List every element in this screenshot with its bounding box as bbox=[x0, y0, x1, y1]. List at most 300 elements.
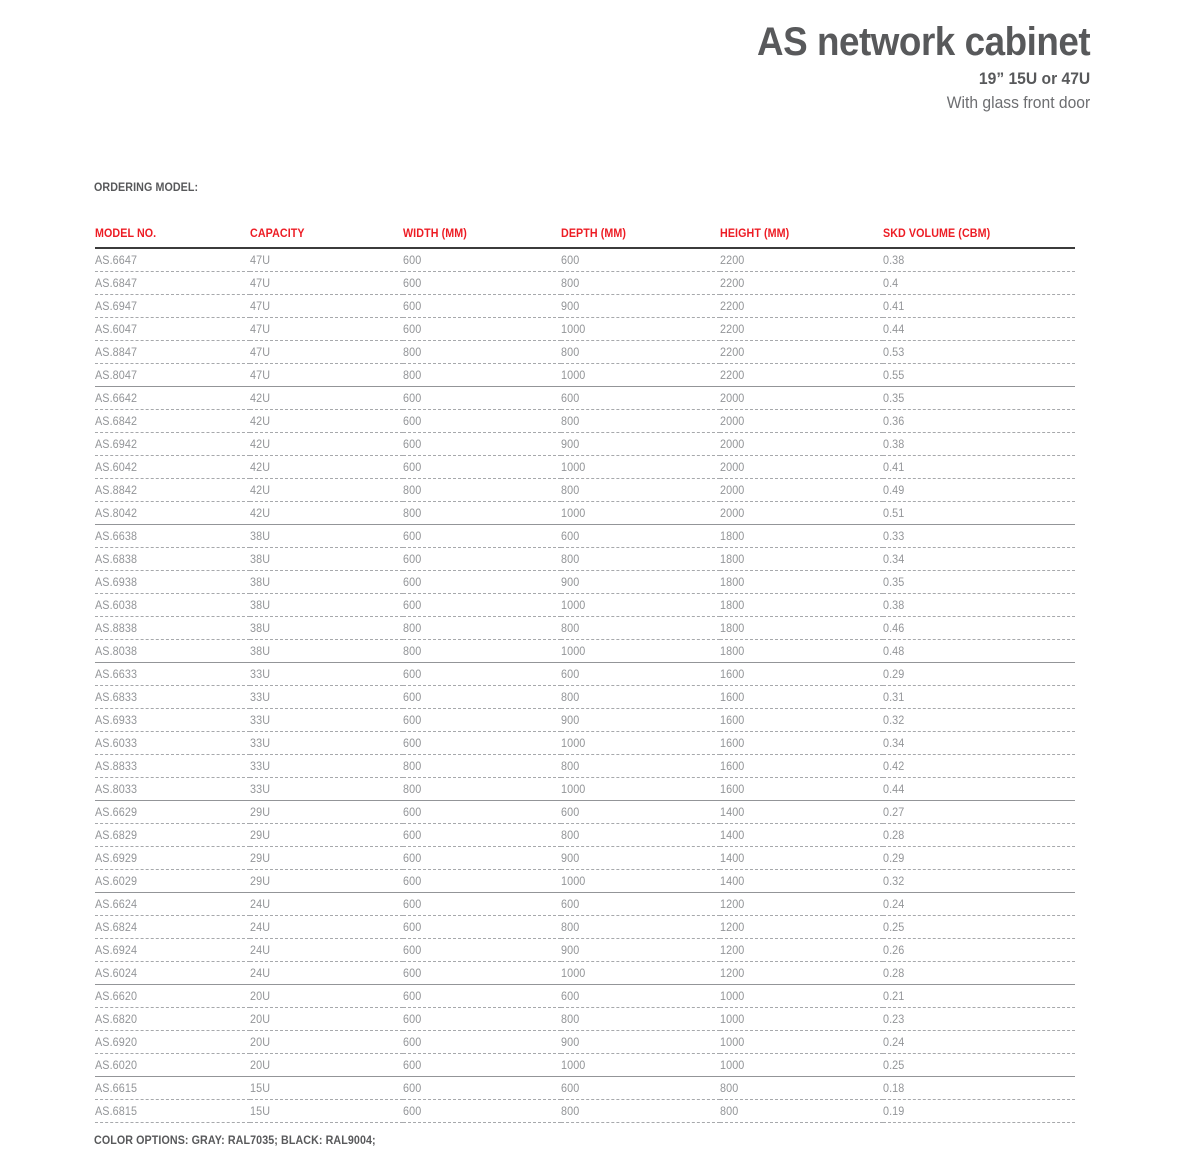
cell-width-value: 600 bbox=[403, 1058, 422, 1072]
cell-model-no bbox=[95, 272, 250, 295]
cell-height bbox=[720, 870, 883, 893]
cell-depth-value: 800 bbox=[561, 1104, 580, 1118]
color-options-note: COLOR OPTIONS: GRAY: RAL7035; BLACK: RAL9004; bbox=[94, 1135, 376, 1147]
cell-width-value: 600 bbox=[403, 851, 422, 865]
cell-width bbox=[403, 594, 561, 617]
cell-depth bbox=[561, 824, 720, 847]
cell-height-value: 1800 bbox=[720, 621, 745, 635]
cell-capacity bbox=[250, 571, 403, 594]
cell-width bbox=[403, 433, 561, 456]
cell-model-no-value: AS.6820 bbox=[95, 1012, 138, 1026]
cell-depth-value: 1000 bbox=[561, 598, 586, 612]
table-row bbox=[95, 525, 1075, 548]
cell-model-no-value: AS.6624 bbox=[95, 897, 138, 911]
table-row bbox=[95, 318, 1075, 341]
cell-model-no bbox=[95, 502, 250, 525]
cell-skd-volume bbox=[883, 870, 1075, 893]
cell-capacity bbox=[250, 479, 403, 502]
cell-model-no bbox=[95, 318, 250, 341]
cell-height-value: 1200 bbox=[720, 966, 745, 980]
cell-skd-volume-value: 0.18 bbox=[883, 1081, 905, 1095]
cell-skd-volume-value: 0.49 bbox=[883, 483, 905, 497]
cell-depth-value: 900 bbox=[561, 1035, 580, 1049]
cell-width bbox=[403, 525, 561, 548]
cell-width-value: 600 bbox=[403, 1104, 422, 1118]
cell-width bbox=[403, 686, 561, 709]
cell-skd-volume bbox=[883, 525, 1075, 548]
cell-capacity-value: 38U bbox=[250, 621, 271, 635]
cell-skd-volume-value: 0.21 bbox=[883, 989, 905, 1003]
cell-height-value: 1800 bbox=[720, 644, 745, 658]
table-row bbox=[95, 732, 1075, 755]
cell-capacity-value: 47U bbox=[250, 322, 271, 336]
cell-width bbox=[403, 824, 561, 847]
cell-skd-volume-value: 0.35 bbox=[883, 575, 905, 589]
cell-skd-volume bbox=[883, 1100, 1075, 1123]
cell-model-no-value: AS.6829 bbox=[95, 828, 138, 842]
cell-model-no bbox=[95, 1054, 250, 1077]
cell-height bbox=[720, 548, 883, 571]
column-header-depth-label: DEPTH (MM) bbox=[561, 228, 627, 240]
column-header-model-no bbox=[95, 228, 250, 248]
cell-capacity bbox=[250, 755, 403, 778]
cell-skd-volume bbox=[883, 479, 1075, 502]
cell-depth bbox=[561, 755, 720, 778]
cell-model-no bbox=[95, 916, 250, 939]
cell-height-value: 1800 bbox=[720, 575, 745, 589]
cell-height bbox=[720, 1054, 883, 1077]
cell-model-no bbox=[95, 479, 250, 502]
cell-capacity bbox=[250, 985, 403, 1008]
cell-skd-volume-value: 0.26 bbox=[883, 943, 905, 957]
cell-skd-volume-value: 0.4 bbox=[883, 276, 899, 290]
cell-width bbox=[403, 318, 561, 341]
cell-capacity-value: 33U bbox=[250, 690, 271, 704]
cell-depth-value: 600 bbox=[561, 897, 580, 911]
cell-height bbox=[720, 594, 883, 617]
cell-skd-volume-value: 0.19 bbox=[883, 1104, 905, 1118]
cell-height bbox=[720, 617, 883, 640]
cell-height-value: 2200 bbox=[720, 345, 745, 359]
cell-model-no bbox=[95, 248, 250, 272]
cell-skd-volume bbox=[883, 341, 1075, 364]
cell-width bbox=[403, 732, 561, 755]
cell-width-value: 600 bbox=[403, 437, 422, 451]
cell-height-value: 1800 bbox=[720, 598, 745, 612]
cell-height-value: 800 bbox=[720, 1081, 739, 1095]
cell-depth bbox=[561, 778, 720, 801]
cell-skd-volume-value: 0.41 bbox=[883, 299, 905, 313]
table-row bbox=[95, 870, 1075, 893]
cell-depth bbox=[561, 479, 720, 502]
cell-depth bbox=[561, 962, 720, 985]
cell-model-no bbox=[95, 1100, 250, 1123]
cell-width bbox=[403, 502, 561, 525]
cell-width-value: 600 bbox=[403, 736, 422, 750]
table-row bbox=[95, 847, 1075, 870]
cell-height bbox=[720, 1100, 883, 1123]
cell-depth bbox=[561, 410, 720, 433]
cell-height bbox=[720, 341, 883, 364]
cell-skd-volume-value: 0.33 bbox=[883, 529, 905, 543]
cell-depth-value: 800 bbox=[561, 621, 580, 635]
cell-capacity-value: 24U bbox=[250, 966, 271, 980]
cell-skd-volume bbox=[883, 318, 1075, 341]
cell-width bbox=[403, 916, 561, 939]
cell-model-no-value: AS.6824 bbox=[95, 920, 138, 934]
cell-model-no-value: AS.6924 bbox=[95, 943, 138, 957]
cell-height-value: 2000 bbox=[720, 460, 745, 474]
cell-model-no bbox=[95, 663, 250, 686]
cell-height bbox=[720, 502, 883, 525]
table-row bbox=[95, 663, 1075, 686]
cell-model-no-value: AS.6833 bbox=[95, 690, 138, 704]
page-header bbox=[728, 22, 1090, 112]
cell-depth bbox=[561, 732, 720, 755]
cell-height bbox=[720, 962, 883, 985]
cell-width-value: 600 bbox=[403, 1081, 422, 1095]
cell-capacity-value: 42U bbox=[250, 460, 271, 474]
cell-width bbox=[403, 893, 561, 916]
cell-skd-volume bbox=[883, 755, 1075, 778]
cell-height-value: 2200 bbox=[720, 322, 745, 336]
cell-model-no-value: AS.6938 bbox=[95, 575, 138, 589]
cell-depth bbox=[561, 433, 720, 456]
cell-height-value: 1000 bbox=[720, 989, 745, 1003]
cell-skd-volume-value: 0.42 bbox=[883, 759, 905, 773]
cell-height bbox=[720, 824, 883, 847]
cell-height bbox=[720, 686, 883, 709]
cell-depth bbox=[561, 364, 720, 387]
table-row bbox=[95, 571, 1075, 594]
cell-depth-value: 1000 bbox=[561, 782, 586, 796]
cell-depth-value: 600 bbox=[561, 667, 580, 681]
cell-model-no-value: AS.8033 bbox=[95, 782, 138, 796]
cell-model-no-value: AS.6838 bbox=[95, 552, 138, 566]
cell-capacity-value: 29U bbox=[250, 851, 271, 865]
cell-height bbox=[720, 1077, 883, 1100]
cell-width bbox=[403, 640, 561, 663]
cell-depth bbox=[561, 1008, 720, 1031]
cell-capacity bbox=[250, 272, 403, 295]
page-header-note: With glass front door bbox=[946, 92, 1090, 112]
cell-model-no-value: AS.6615 bbox=[95, 1081, 138, 1095]
cell-capacity-value: 42U bbox=[250, 437, 271, 451]
cell-capacity-value: 42U bbox=[250, 414, 271, 428]
cell-model-no-value: AS.6933 bbox=[95, 713, 138, 727]
cell-model-no-value: AS.6920 bbox=[95, 1035, 138, 1049]
cell-capacity bbox=[250, 341, 403, 364]
cell-capacity bbox=[250, 916, 403, 939]
cell-height bbox=[720, 479, 883, 502]
cell-width bbox=[403, 479, 561, 502]
cell-capacity-value: 20U bbox=[250, 1012, 271, 1026]
cell-skd-volume bbox=[883, 387, 1075, 410]
cell-skd-volume bbox=[883, 272, 1075, 295]
cell-height bbox=[720, 248, 883, 272]
cell-skd-volume bbox=[883, 456, 1075, 479]
cell-depth bbox=[561, 341, 720, 364]
cell-skd-volume-value: 0.38 bbox=[883, 253, 905, 267]
cell-depth-value: 900 bbox=[561, 437, 580, 451]
cell-width-value: 800 bbox=[403, 782, 422, 796]
cell-skd-volume-value: 0.38 bbox=[883, 598, 905, 612]
cell-depth bbox=[561, 295, 720, 318]
cell-capacity bbox=[250, 1077, 403, 1100]
cell-height bbox=[720, 709, 883, 732]
cell-width bbox=[403, 778, 561, 801]
cell-model-no bbox=[95, 801, 250, 824]
cell-capacity-value: 15U bbox=[250, 1081, 271, 1095]
cell-skd-volume-value: 0.28 bbox=[883, 828, 905, 842]
cell-capacity-value: 33U bbox=[250, 782, 271, 796]
cell-model-no bbox=[95, 778, 250, 801]
cell-model-no-value: AS.6929 bbox=[95, 851, 138, 865]
cell-depth bbox=[561, 318, 720, 341]
cell-model-no-value: AS.8047 bbox=[95, 368, 138, 382]
cell-model-no bbox=[95, 640, 250, 663]
cell-model-no bbox=[95, 1077, 250, 1100]
cell-width-value: 600 bbox=[403, 391, 422, 405]
cell-skd-volume-value: 0.38 bbox=[883, 437, 905, 451]
cell-capacity-value: 33U bbox=[250, 759, 271, 773]
cell-width bbox=[403, 617, 561, 640]
cell-depth bbox=[561, 1054, 720, 1077]
column-header-width-label: WIDTH (MM) bbox=[403, 228, 467, 240]
cell-model-no-value: AS.6847 bbox=[95, 276, 138, 290]
cell-depth-value: 1000 bbox=[561, 506, 586, 520]
cell-skd-volume bbox=[883, 1054, 1075, 1077]
cell-skd-volume-value: 0.29 bbox=[883, 667, 905, 681]
ordering-model-label: ORDERING MODEL: bbox=[94, 182, 199, 194]
cell-capacity-value: 29U bbox=[250, 805, 271, 819]
cell-skd-volume bbox=[883, 985, 1075, 1008]
cell-height bbox=[720, 985, 883, 1008]
cell-height bbox=[720, 571, 883, 594]
cell-height-value: 1600 bbox=[720, 713, 745, 727]
cell-width bbox=[403, 387, 561, 410]
cell-capacity-value: 38U bbox=[250, 552, 271, 566]
cell-height bbox=[720, 1031, 883, 1054]
cell-width bbox=[403, 571, 561, 594]
cell-depth bbox=[561, 1031, 720, 1054]
cell-capacity bbox=[250, 364, 403, 387]
table-row bbox=[95, 1031, 1075, 1054]
cell-depth bbox=[561, 985, 720, 1008]
cell-height bbox=[720, 732, 883, 755]
cell-capacity bbox=[250, 640, 403, 663]
cell-skd-volume bbox=[883, 686, 1075, 709]
cell-skd-volume bbox=[883, 248, 1075, 272]
cell-skd-volume bbox=[883, 1077, 1075, 1100]
cell-height bbox=[720, 525, 883, 548]
cell-model-no bbox=[95, 525, 250, 548]
cell-capacity-value: 20U bbox=[250, 1035, 271, 1049]
table-row bbox=[95, 387, 1075, 410]
cell-height bbox=[720, 640, 883, 663]
cell-capacity-value: 24U bbox=[250, 943, 271, 957]
cell-model-no-value: AS.6029 bbox=[95, 874, 138, 888]
cell-capacity-value: 47U bbox=[250, 368, 271, 382]
page-title: AS network cabinet bbox=[756, 20, 1090, 64]
cell-skd-volume-value: 0.29 bbox=[883, 851, 905, 865]
cell-skd-volume bbox=[883, 801, 1075, 824]
cell-height-value: 2200 bbox=[720, 368, 745, 382]
cell-height-value: 1200 bbox=[720, 897, 745, 911]
cell-height bbox=[720, 893, 883, 916]
table-row bbox=[95, 824, 1075, 847]
cell-skd-volume-value: 0.27 bbox=[883, 805, 905, 819]
cell-width bbox=[403, 272, 561, 295]
cell-height-value: 1400 bbox=[720, 805, 745, 819]
table-row bbox=[95, 755, 1075, 778]
cell-depth bbox=[561, 502, 720, 525]
cell-width bbox=[403, 1077, 561, 1100]
cell-model-no bbox=[95, 1008, 250, 1031]
cell-model-no bbox=[95, 364, 250, 387]
cell-depth-value: 1000 bbox=[561, 644, 586, 658]
cell-skd-volume-value: 0.41 bbox=[883, 460, 905, 474]
cell-width bbox=[403, 663, 561, 686]
cell-height bbox=[720, 456, 883, 479]
cell-capacity-value: 47U bbox=[250, 253, 271, 267]
cell-depth bbox=[561, 893, 720, 916]
cell-height-value: 2000 bbox=[720, 483, 745, 497]
cell-width-value: 600 bbox=[403, 598, 422, 612]
cell-width-value: 600 bbox=[403, 966, 422, 980]
cell-width bbox=[403, 456, 561, 479]
cell-width-value: 600 bbox=[403, 575, 422, 589]
cell-depth-value: 1000 bbox=[561, 460, 586, 474]
cell-depth-value: 800 bbox=[561, 920, 580, 934]
cell-model-no-value: AS.6638 bbox=[95, 529, 138, 543]
cell-capacity-value: 38U bbox=[250, 598, 271, 612]
cell-skd-volume bbox=[883, 1031, 1075, 1054]
cell-height-value: 800 bbox=[720, 1104, 739, 1118]
cell-depth bbox=[561, 870, 720, 893]
cell-width-value: 600 bbox=[403, 299, 422, 313]
cell-width bbox=[403, 847, 561, 870]
cell-depth-value: 1000 bbox=[561, 368, 586, 382]
cell-depth bbox=[561, 686, 720, 709]
cell-depth-value: 600 bbox=[561, 529, 580, 543]
cell-skd-volume bbox=[883, 433, 1075, 456]
cell-capacity bbox=[250, 318, 403, 341]
cell-capacity-value: 42U bbox=[250, 391, 271, 405]
column-header-depth bbox=[561, 228, 720, 248]
cell-height bbox=[720, 916, 883, 939]
cell-width bbox=[403, 801, 561, 824]
cell-skd-volume-value: 0.53 bbox=[883, 345, 905, 359]
cell-model-no bbox=[95, 985, 250, 1008]
table-row bbox=[95, 1054, 1075, 1077]
cell-model-no bbox=[95, 1031, 250, 1054]
cell-capacity bbox=[250, 709, 403, 732]
table-row bbox=[95, 1100, 1075, 1123]
cell-skd-volume-value: 0.25 bbox=[883, 920, 905, 934]
cell-height bbox=[720, 663, 883, 686]
cell-skd-volume-value: 0.32 bbox=[883, 713, 905, 727]
cell-capacity-value: 20U bbox=[250, 1058, 271, 1072]
cell-width-value: 800 bbox=[403, 621, 422, 635]
cell-height bbox=[720, 410, 883, 433]
ordering-model-table bbox=[95, 228, 1075, 1123]
cell-height-value: 1600 bbox=[720, 736, 745, 750]
cell-height-value: 2200 bbox=[720, 276, 745, 290]
table-row bbox=[95, 617, 1075, 640]
cell-model-no bbox=[95, 824, 250, 847]
cell-model-no bbox=[95, 295, 250, 318]
table-row bbox=[95, 778, 1075, 801]
cell-model-no bbox=[95, 617, 250, 640]
table-header bbox=[95, 228, 1075, 248]
cell-capacity-value: 33U bbox=[250, 736, 271, 750]
cell-skd-volume bbox=[883, 571, 1075, 594]
table-row bbox=[95, 985, 1075, 1008]
cell-depth-value: 1000 bbox=[561, 1058, 586, 1072]
column-header-height-label: HEIGHT (MM) bbox=[720, 228, 790, 240]
cell-model-no-value: AS.6024 bbox=[95, 966, 138, 980]
cell-capacity-value: 29U bbox=[250, 828, 271, 842]
cell-capacity-value: 42U bbox=[250, 506, 271, 520]
cell-height-value: 2000 bbox=[720, 414, 745, 428]
cell-model-no-value: AS.6842 bbox=[95, 414, 138, 428]
cell-capacity bbox=[250, 801, 403, 824]
cell-height-value: 1600 bbox=[720, 782, 745, 796]
cell-skd-volume-value: 0.55 bbox=[883, 368, 905, 382]
cell-height bbox=[720, 364, 883, 387]
cell-capacity-value: 15U bbox=[250, 1104, 271, 1118]
cell-skd-volume bbox=[883, 824, 1075, 847]
cell-height bbox=[720, 801, 883, 824]
cell-depth bbox=[561, 456, 720, 479]
cell-width bbox=[403, 548, 561, 571]
cell-width bbox=[403, 1100, 561, 1123]
cell-skd-volume-value: 0.48 bbox=[883, 644, 905, 658]
cell-width bbox=[403, 962, 561, 985]
table-row bbox=[95, 433, 1075, 456]
cell-depth bbox=[561, 594, 720, 617]
cell-skd-volume-value: 0.44 bbox=[883, 782, 905, 796]
cell-model-no bbox=[95, 732, 250, 755]
cell-depth-value: 1000 bbox=[561, 322, 586, 336]
cell-model-no-value: AS.8833 bbox=[95, 759, 138, 773]
cell-skd-volume bbox=[883, 640, 1075, 663]
cell-capacity bbox=[250, 594, 403, 617]
cell-height bbox=[720, 939, 883, 962]
table-row bbox=[95, 1008, 1075, 1031]
cell-width bbox=[403, 248, 561, 272]
cell-capacity bbox=[250, 870, 403, 893]
cell-width-value: 600 bbox=[403, 1012, 422, 1026]
cell-depth bbox=[561, 525, 720, 548]
cell-model-no-value: AS.6947 bbox=[95, 299, 138, 313]
table-row bbox=[95, 479, 1075, 502]
cell-model-no bbox=[95, 571, 250, 594]
cell-width bbox=[403, 985, 561, 1008]
cell-capacity-value: 47U bbox=[250, 299, 271, 313]
cell-depth-value: 600 bbox=[561, 805, 580, 819]
cell-capacity-value: 38U bbox=[250, 575, 271, 589]
cell-width-value: 600 bbox=[403, 828, 422, 842]
cell-depth-value: 800 bbox=[561, 690, 580, 704]
cell-width bbox=[403, 341, 561, 364]
cell-skd-volume bbox=[883, 916, 1075, 939]
cell-capacity-value: 38U bbox=[250, 529, 271, 543]
cell-model-no-value: AS.6815 bbox=[95, 1104, 138, 1118]
cell-height bbox=[720, 778, 883, 801]
cell-height-value: 2200 bbox=[720, 253, 745, 267]
